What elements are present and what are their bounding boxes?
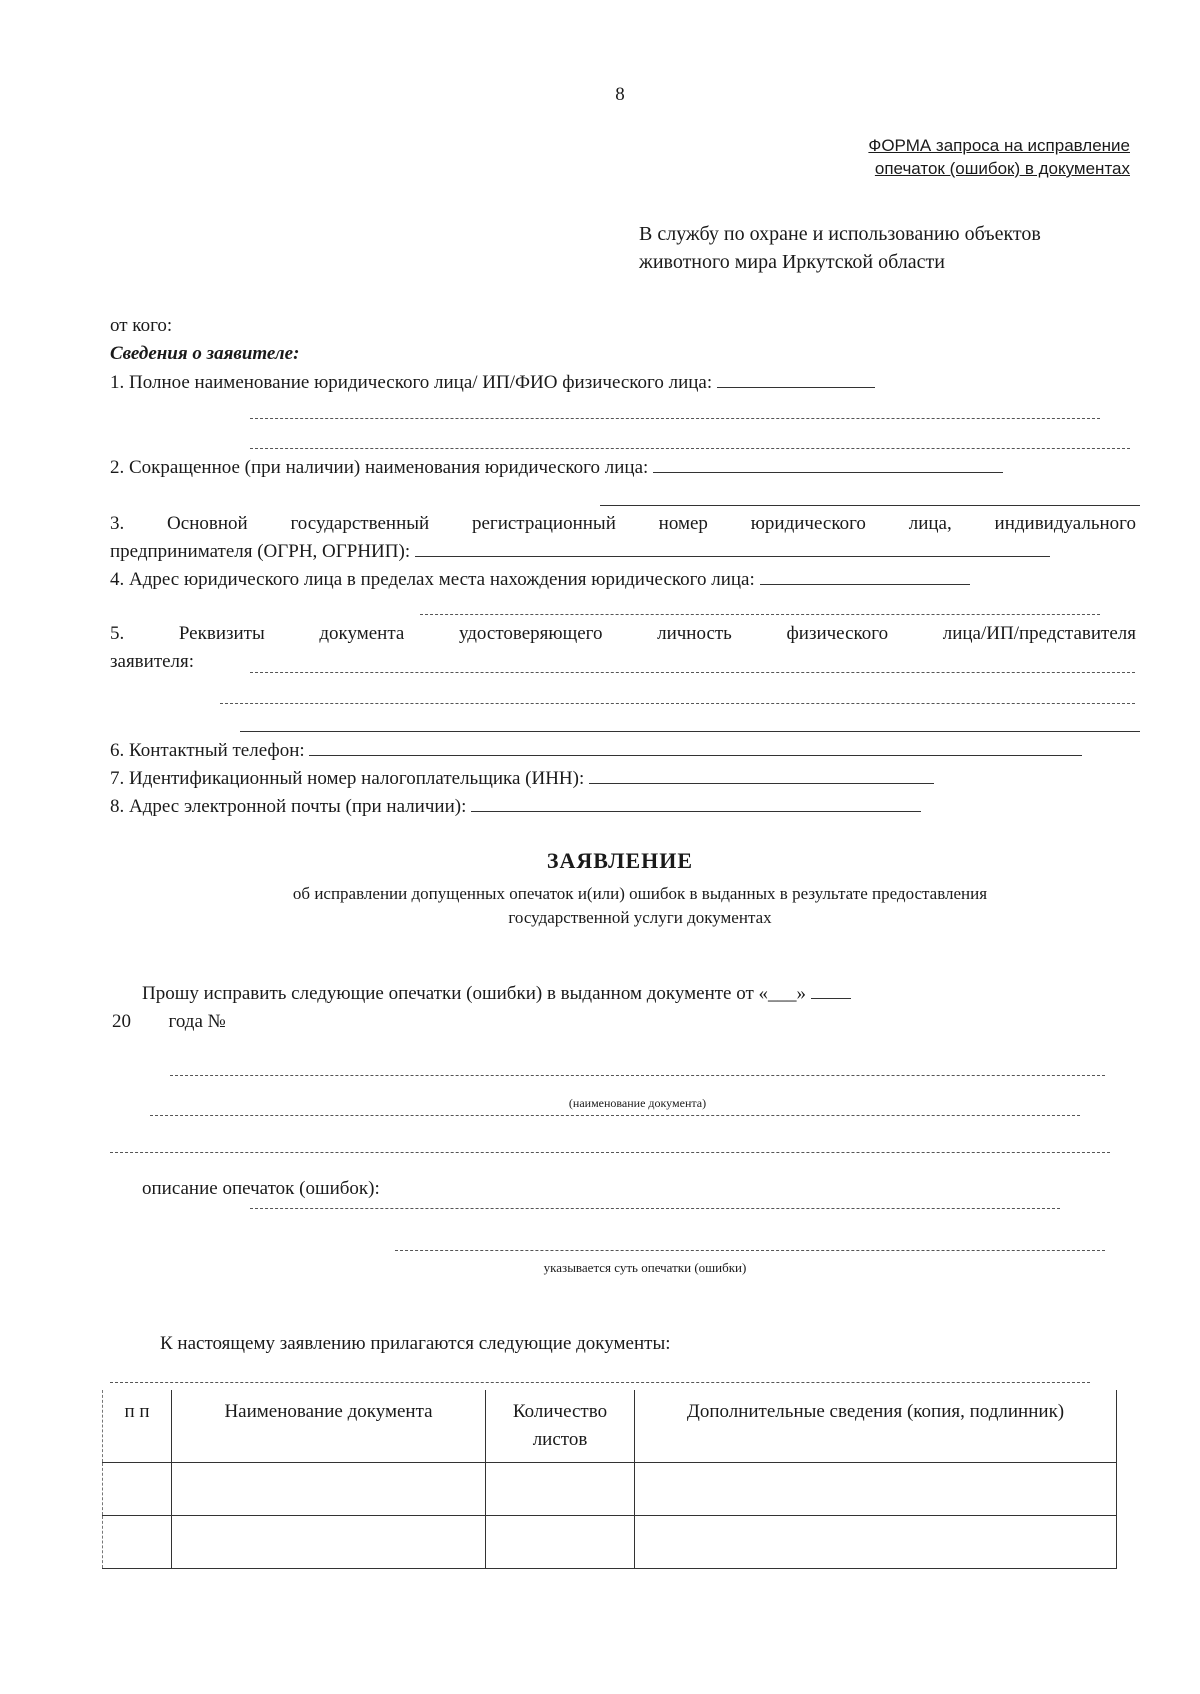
request-line-text: Прошу исправить следующие опечатки (ошибки) в выданном документе от «___» bbox=[142, 983, 807, 1004]
blank-line bbox=[110, 1152, 1110, 1153]
addressee-line1: В службу по охране и использованию объектов bbox=[639, 223, 1041, 245]
attachments-intro: К настоящему заявлению прилагаются следующие документы: bbox=[160, 1333, 671, 1354]
request-date-input[interactable] bbox=[811, 980, 851, 999]
blank-line bbox=[150, 1115, 1080, 1116]
field-legal-address-input[interactable] bbox=[760, 566, 970, 585]
col-count-header: Количество листов bbox=[486, 1390, 635, 1463]
blank-line bbox=[250, 418, 1100, 419]
errors-description-input[interactable] bbox=[250, 1208, 1060, 1209]
blank-line bbox=[250, 448, 1130, 449]
col-num-header: п п bbox=[103, 1390, 172, 1463]
table-row bbox=[103, 1516, 1117, 1569]
blank-line bbox=[240, 731, 1140, 732]
table-header-row bbox=[103, 1390, 1117, 1463]
request-year-input[interactable] bbox=[136, 1009, 164, 1027]
field-legal-address-label: 4. Адрес юридического лица в пределах места нахождения юридического лица: bbox=[110, 569, 755, 590]
applicant-heading: Сведения о заявителе: bbox=[110, 343, 300, 364]
table-cell[interactable] bbox=[172, 1463, 486, 1516]
field-id-doc-label: заявителя: bbox=[110, 651, 195, 672]
field-email-input[interactable] bbox=[471, 793, 921, 812]
document-name-input[interactable] bbox=[170, 1075, 1105, 1076]
field-inn[interactable] bbox=[110, 765, 934, 793]
table-cell[interactable] bbox=[103, 1516, 172, 1569]
field-phone-input[interactable] bbox=[309, 737, 1082, 756]
request-line bbox=[142, 980, 851, 1008]
field-email-label: 8. Адрес электронной почты (при наличии): bbox=[110, 796, 467, 817]
blank-line bbox=[600, 505, 1140, 506]
field-id-doc-label-line1: 5. Реквизиты документа удостоверяющего личность физического лица/ИП/представителя bbox=[110, 623, 1136, 644]
field-inn-input[interactable] bbox=[589, 765, 934, 784]
field-phone[interactable] bbox=[110, 737, 1082, 765]
blank-line bbox=[395, 1250, 1105, 1251]
field-full-name-input[interactable] bbox=[717, 369, 875, 388]
field-inn-label: 7. Идентификационный номер налогоплательщика (ИНН): bbox=[110, 768, 585, 789]
blank-line bbox=[220, 703, 1135, 704]
statement-title: ЗАЯВЛЕНИЕ bbox=[546, 848, 694, 873]
field-ogrn-label-line1: 3. Основной государственный регистрационный номер юридического лица, индивидуального bbox=[110, 513, 1136, 534]
field-ogrn-label: предпринимателя (ОГРН, ОГРНИП): bbox=[110, 541, 411, 562]
field-short-name-label: 2. Сокращенное (при наличии) наименования юридического лица: bbox=[110, 457, 649, 478]
field-ogrn[interactable] bbox=[110, 538, 1050, 566]
blank-line bbox=[420, 614, 1100, 615]
statement-subtitle bbox=[150, 882, 1130, 930]
table-top-rule bbox=[110, 1382, 1090, 1383]
col-name-header: Наименование документа bbox=[172, 1390, 486, 1463]
table-cell[interactable] bbox=[103, 1463, 172, 1516]
request-line2 bbox=[112, 1008, 226, 1036]
statement-subtitle-line2: государственной услуги документах bbox=[508, 908, 772, 927]
field-ogrn-input[interactable] bbox=[415, 538, 1050, 557]
errors-label: описание опечаток (ошибок): bbox=[142, 1178, 380, 1199]
field-id-doc-input[interactable] bbox=[250, 672, 1135, 673]
from-label: от кого: bbox=[110, 315, 173, 336]
table-cell[interactable] bbox=[486, 1463, 635, 1516]
form-header bbox=[868, 134, 1130, 180]
field-short-name-input[interactable] bbox=[653, 454, 1003, 473]
addressee bbox=[639, 220, 1041, 276]
field-full-name[interactable] bbox=[110, 369, 875, 397]
field-id-doc[interactable] bbox=[110, 648, 194, 676]
form-header-line1: ФОРМА запроса на исправление bbox=[868, 136, 1130, 155]
field-short-name[interactable] bbox=[110, 454, 1003, 482]
addressee-line2: животного мира Иркутской области bbox=[639, 251, 945, 273]
field-phone-label: 6. Контактный телефон: bbox=[110, 740, 305, 761]
col-extra-header: Дополнительные сведения (копия, подлинник) bbox=[635, 1390, 1117, 1463]
document-name-caption: (наименование документа) bbox=[568, 1096, 707, 1110]
table-cell[interactable] bbox=[635, 1463, 1117, 1516]
request-number-label: года № bbox=[168, 1011, 226, 1032]
table-cell[interactable] bbox=[486, 1516, 635, 1569]
form-header-line2: опечаток (ошибок) в документах bbox=[874, 159, 1130, 178]
field-full-name-label: 1. Полное наименование юридического лица/ ИП/ФИО физического лица: bbox=[110, 372, 713, 393]
field-email[interactable] bbox=[110, 793, 921, 821]
statement-subtitle-line1: об исправлении допущенных опечаток и(или) ошибок в выданных в результате предоставления bbox=[292, 884, 988, 903]
page-number: 8 bbox=[615, 84, 625, 105]
errors-caption: указывается суть опечатки (ошибки) bbox=[543, 1260, 747, 1275]
table-cell[interactable] bbox=[635, 1516, 1117, 1569]
table-cell[interactable] bbox=[172, 1516, 486, 1569]
request-year: 20 bbox=[112, 1011, 131, 1032]
table-row bbox=[103, 1463, 1117, 1516]
attachments-table bbox=[102, 1390, 1117, 1569]
field-legal-address[interactable] bbox=[110, 566, 970, 594]
